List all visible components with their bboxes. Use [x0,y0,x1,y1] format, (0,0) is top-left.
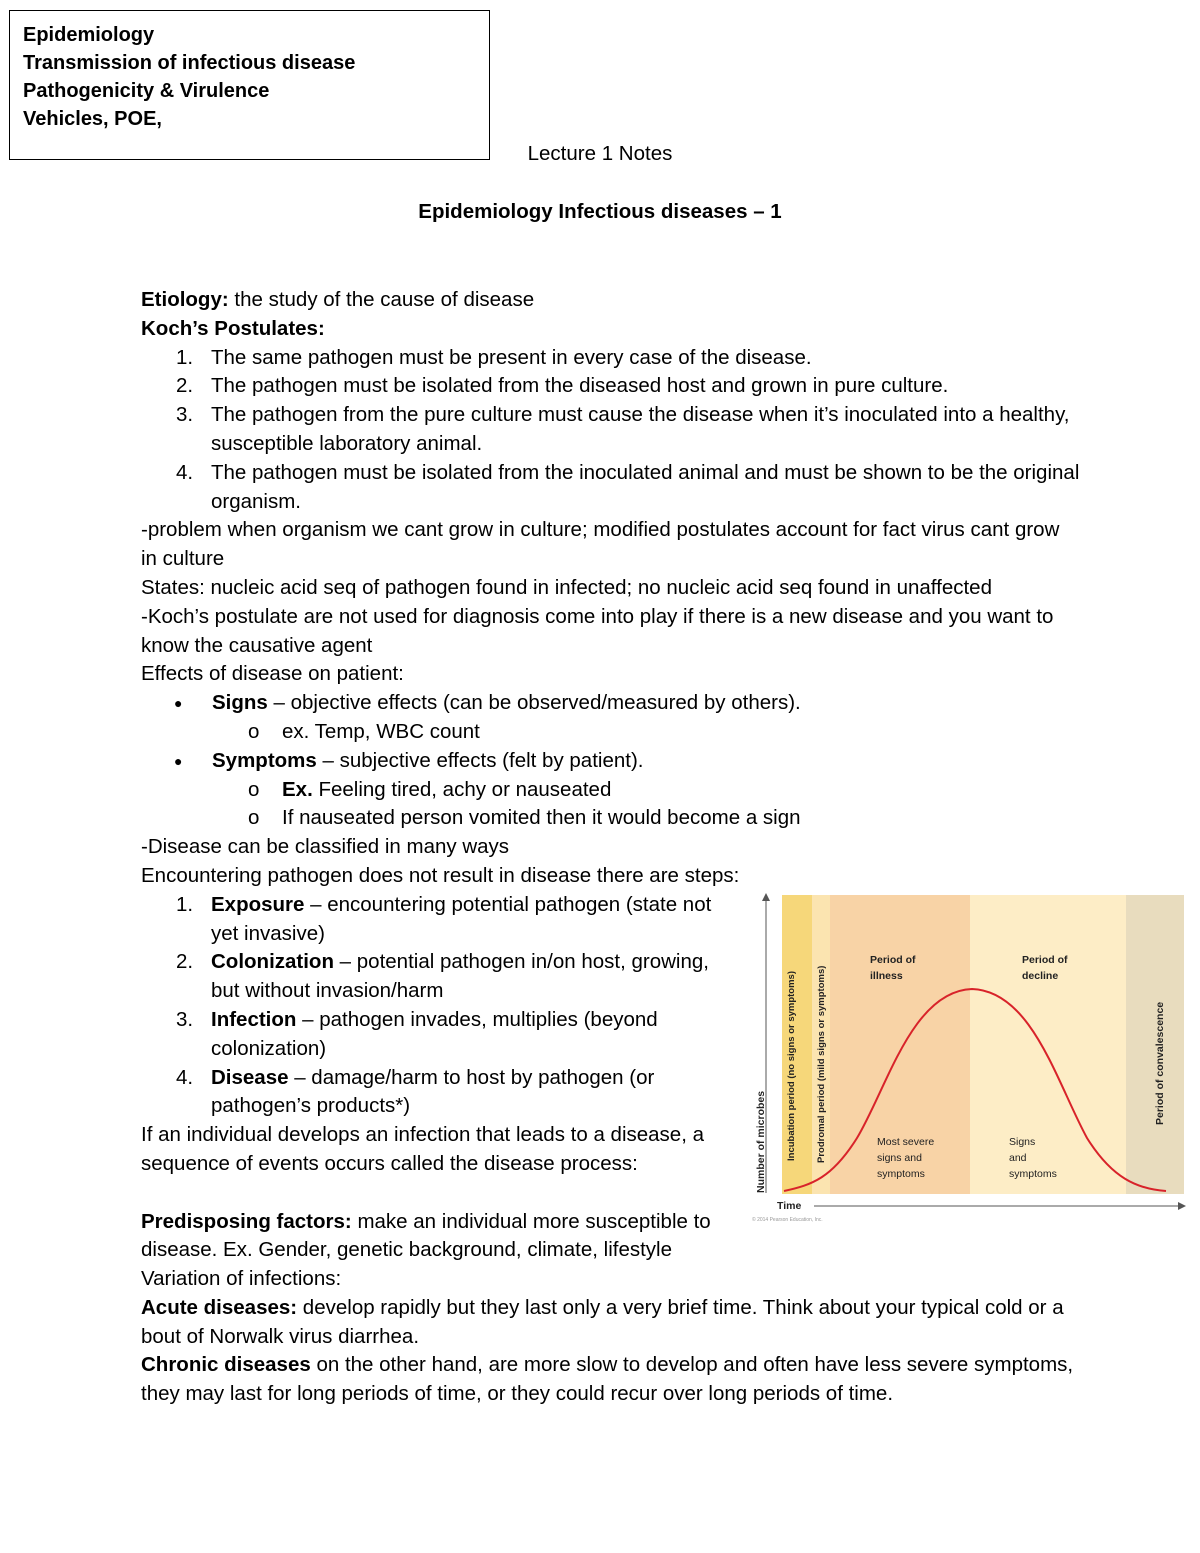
copyright-text: © 2014 Pearson Education, Inc. [752,1217,823,1223]
bullet-icon: ● [174,752,183,769]
list-item [141,372,1081,401]
bullet-icon: ● [174,695,183,712]
illness-band [830,895,970,1194]
step-term: Disease [211,1065,289,1089]
classified-note: -Disease can be classified in many ways [141,835,510,859]
step-term: Exposure [211,892,305,916]
list-item [141,891,741,949]
list-text [211,948,741,1006]
sub-bullet-item [141,718,1081,747]
y-axis-label: Number of microbes [755,1090,767,1193]
circle-bullet-icon: o [248,719,260,743]
koch-heading [141,315,1081,344]
convalescence-label: Period of convalescence [1154,1001,1166,1125]
encounter-heading: Encountering pathogen does not result in disease there are steps: [141,863,740,887]
etiology-term: Etiology: [141,288,229,311]
list-text: The pathogen from the pure culture must cause the disease when it’s inoculated into a healthy, susceptible laboratory animal. [211,403,1070,455]
sub-bullet-item [141,776,1081,805]
illness-label-1: Period of [870,954,916,966]
list-item [141,459,1081,517]
problem-note: -problem when organism we cant grow in culture; modified postulates account for fact virus cant grow in culture [141,518,1060,571]
list-number: 2. [176,374,194,398]
states-note: States: nucleic acid seq of pathogen found in infected; no nucleic acid seq found in unaffected [141,575,992,599]
variation-heading: Variation of infections: [141,1267,342,1291]
decline-band [970,895,1126,1194]
bullet-item [141,747,1081,776]
symptoms-note: If nauseated person vomited then it would become a sign [282,806,801,830]
list-item [141,1064,741,1122]
severe-label-3: symptoms [877,1168,925,1180]
symptoms-def: – subjective effects (felt by patient). [316,748,644,772]
list-item [141,401,1081,459]
list-number: 1. [176,345,194,369]
etiology-line [141,286,1081,315]
predisposing-line [141,1208,741,1266]
list-text [211,1064,741,1122]
list-item [141,344,1081,373]
process-text: If an individual develops an infection that leads to a disease, a sequence of events occurs called the disease process: [141,1123,704,1175]
notes-body [141,286,1081,1409]
list-item [141,948,741,1006]
step-term: Colonization [211,950,334,974]
chronic-def: on the other hand, are more slow to develop and often have less severe symptoms, they may last for long periods of time, or they could recur over long periods of time. [141,1353,1074,1406]
etiology-def: the study of the cause of disease [228,288,535,311]
effects-heading: Effects of disease on patient: [141,662,404,686]
topic-line: Transmission of infectious disease [23,52,356,74]
chronic-term: Chronic diseases [141,1353,311,1377]
topic-line: Pathogenicity & Virulence [23,80,270,102]
step-def: – pathogen invades, multiplies (beyond colonization) [211,1007,658,1060]
koch-heading-text: Koch’s Postulates: [141,316,325,340]
list-number: 1. [176,892,194,916]
acute-term: Acute diseases: [141,1295,298,1319]
list-number: 3. [176,403,194,427]
circle-bullet-icon: o [248,806,260,830]
step-def: – encountering potential pathogen (state not yet invasive) [211,892,712,945]
prodromal-label: Prodromal period (mild signs or symptoms) [816,965,827,1163]
signs-label-3: symptoms [1009,1168,1057,1180]
signs-example: ex. Temp, WBC count [282,719,480,743]
symptoms-example-def: Feeling tired, achy or nauseated [312,777,612,801]
incubation-label: Incubation period (no signs or symptoms) [786,970,797,1161]
list-number: 3. [176,1007,194,1031]
list-number: 4. [176,460,194,484]
acute-def: develop rapidly but they last only a very brief time. Think about your typical cold or a bout of Norwalk virus diarrhea. [141,1295,1064,1348]
disease-process-figure [752,893,1188,1225]
symptoms-term: Symptoms [212,748,317,772]
topic-box [9,10,490,160]
signs-label-2: and [1009,1152,1027,1164]
list-text: The pathogen must be isolated from the diseased host and grown in pure culture. [211,374,949,398]
severe-label-2: signs and [877,1152,922,1164]
lecture-label: Lecture 1 Notes [527,142,673,165]
disease-process-chart [752,893,1188,1225]
chronic-line [141,1351,1081,1409]
predisposing-def: make an individual more susceptible to disease. Ex. Gender, genetic background, climate, lifestyle [141,1209,711,1262]
step-term: Infection [211,1007,297,1031]
predisposing-term: Predisposing factors: [141,1209,352,1233]
step-def: – damage/harm to host by pathogen (or pathogen’s products*) [211,1065,655,1118]
x-axis-arrow-icon [1178,1202,1186,1210]
topic-line: Vehicles, POE, [23,108,162,130]
bullet-item [141,689,1081,718]
list-item [141,1006,741,1064]
signs-def: – objective effects (can be observed/measured by others). [267,691,801,715]
y-axis-arrow-icon [762,893,770,901]
list-text [211,891,741,949]
step-def: – potential pathogen in/on host, growing, but without invasion/harm [211,950,709,1003]
list-text: The same pathogen must be present in every case of the disease. [211,345,812,369]
blank-line [141,1179,741,1208]
circle-bullet-icon: o [248,777,260,801]
list-text [211,1006,741,1064]
signs-label-1: Signs [1009,1136,1036,1148]
acute-line [141,1294,1081,1352]
list-number: 4. [176,1065,194,1089]
severe-label-1: Most severe [877,1136,935,1148]
decline-label-1: Period of [1022,954,1068,966]
steps-list [141,891,741,1265]
list-number: 2. [176,950,194,974]
page-title: Epidemiology Infectious diseases – 1 [418,200,782,223]
sub-bullet-item [141,804,1081,833]
x-axis-label: Time [777,1200,802,1212]
symptoms-example-term: Ex. [282,777,313,801]
illness-label-2: illness [870,970,903,982]
signs-term: Signs [212,691,268,715]
list-text: The pathogen must be isolated from the inoculated animal and must be shown to be the original organism. [211,460,1080,513]
topic-line: Epidemiology [23,24,155,46]
koch-usage-note: -Koch’s postulate are not used for diagnosis come into play if there is a new disease and you want to know the causative agent [141,604,1054,657]
decline-label-2: decline [1022,970,1059,982]
